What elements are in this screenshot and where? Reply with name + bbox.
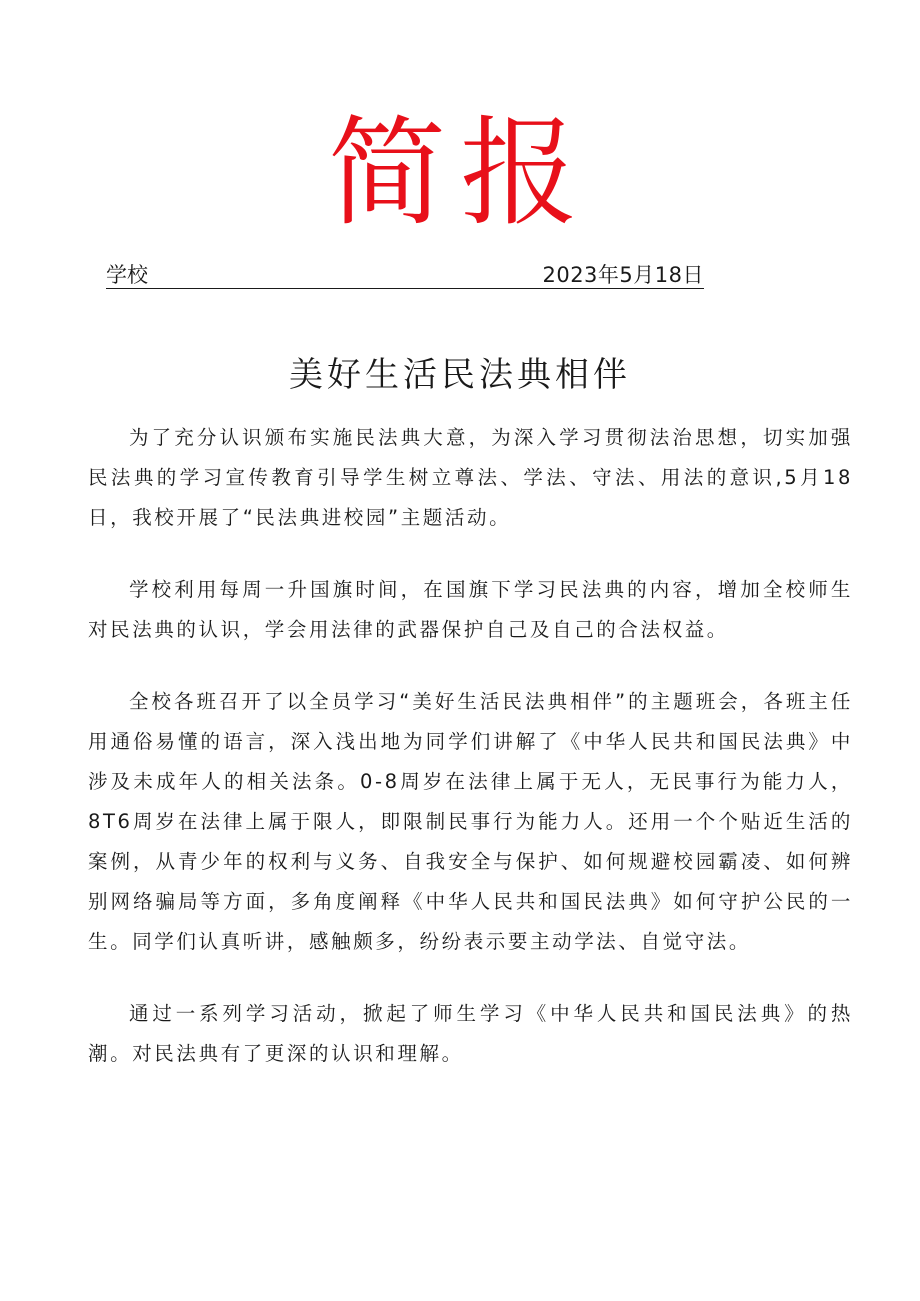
meta-line (106, 262, 704, 289)
paragraph-4: 通过一系列学习活动，掀起了师生学习《中华人民共和国民法典》的热潮。对民法典有了更深的认识和理解。 (88, 1002, 853, 1065)
issue-date: 2023年5月18日 (542, 263, 704, 287)
paragraph-2: 学校利用每周一升国旗时间，在国旗下学习民法典的内容，增加全校师生对民法典的认识，学会用法律的武器保护自己及自己的合法权益。 (88, 578, 853, 641)
article-body (88, 418, 853, 1106)
paragraph-1: 为了充分认识颁布实施民法典大意，为深入学习贯彻法治思想，切实加强民法典的学习宣传教育引导学生树立尊法、学法、守法、用法的意识,5月18日，我校开展了“民法典进校园”主题活动。 (88, 426, 853, 529)
article-title: 美好生活民法典相伴 (289, 355, 631, 395)
masthead-title: 简报 (327, 104, 592, 242)
school-label: 学校 (106, 263, 148, 287)
paragraph-3: 全校各班召开了以全员学习“美好生活民法典相伴”的主题班会，各班主任用通俗易懂的语言，深入浅出地为同学们讲解了《中华人民共和国民法典》中涉及未成年人的相关法条。0-8周岁在法律上属于无人，无民事行为能力人，8T6周岁在法律上属于限人，即限制民事行为能力人。还用一个个贴近生活的案例，从青少年的权利与义务、自我安全与保护、如何规避校园霸凌、如何辨别网络骗局等方面，多角度阐释《中华人民共和国民法典》如何守护公民的一生。同学们认真听讲，感触颇多，纷纷表示要主动学法、自觉守法。 (88, 690, 853, 953)
